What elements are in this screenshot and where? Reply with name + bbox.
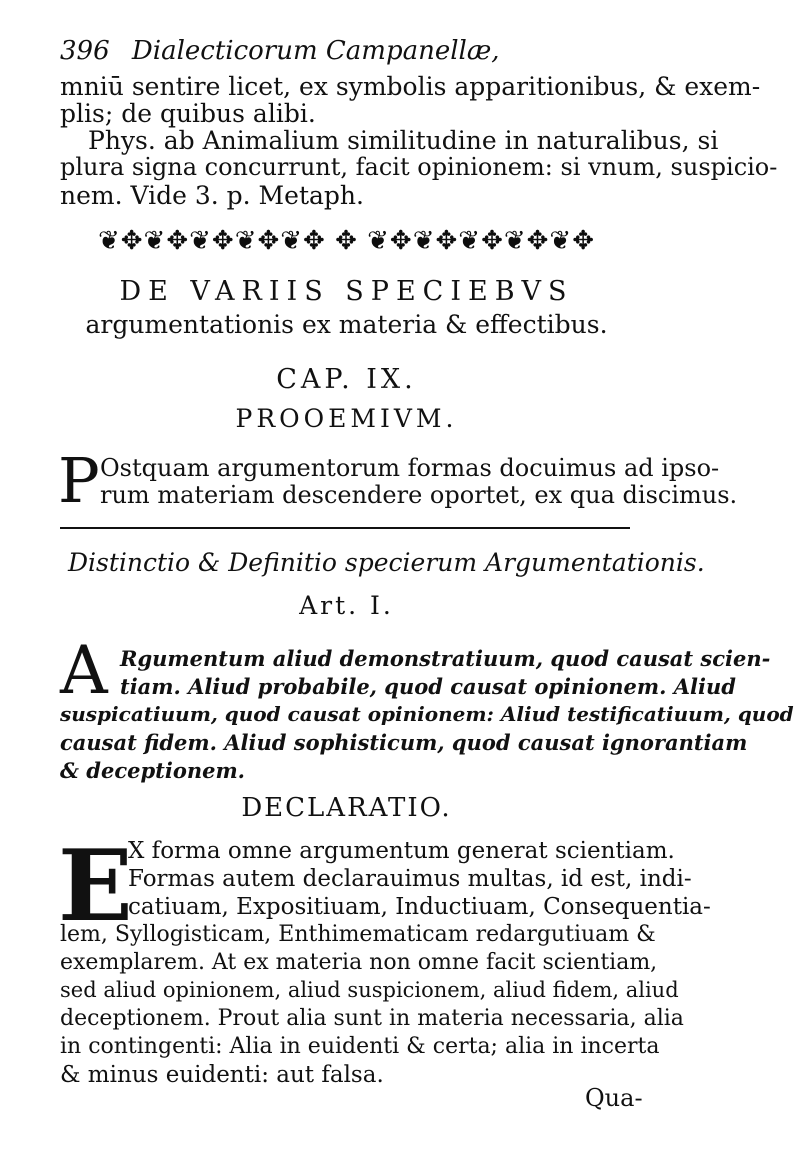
divider-rule bbox=[60, 527, 630, 529]
declaratio-line-5: exemplarem. At ex materia non omne facit scientiam, bbox=[60, 950, 658, 975]
drop-cap-e: E bbox=[58, 829, 133, 944]
page-number: 396 bbox=[60, 36, 110, 66]
declaratio-line-2: Formas autem declarauimus multas, id est, indi- bbox=[128, 866, 692, 892]
running-header bbox=[60, 38, 500, 64]
declaratio-line-7: deceptionem. Prout alia sunt in materia necessaria, alia bbox=[60, 1006, 684, 1031]
running-title: Dialecticorum Campanellæ, bbox=[131, 36, 500, 66]
declaratio-line-6: sed aliud opinionem, aliud suspicionem, aliud fidem, aliud bbox=[60, 978, 679, 1002]
prooemium-heading: PROOEMIVM. bbox=[235, 404, 458, 433]
declaratio-line-4: lem, Syllogisticam, Enthimematicam redargutiuam & bbox=[60, 922, 656, 947]
prooemium-line-1: Ostquam argumentorum formas docuimus ad ipso- bbox=[100, 454, 720, 482]
subsection-title: Distinctio & Definitio specierum Argumentationis. bbox=[68, 548, 705, 577]
article-heading: Art. I. bbox=[299, 591, 394, 620]
intro-line-1: mniū sentire licet, ex symbolis apparitionibus, & exem- bbox=[60, 72, 761, 101]
article-line-2: tiam. Aliud probabile, quod causat opinionem. Aliud bbox=[120, 674, 736, 699]
article-line-3: suspicatiuum, quod causat opinionem: Aliud testificatiuum, quod bbox=[60, 702, 794, 726]
section-title-line-2: argumentationis ex materia & effectibus. bbox=[85, 310, 608, 339]
declaratio-heading: DECLARATIO. bbox=[241, 793, 452, 823]
article-line-1: Rgumentum aliud demonstratiuum, quod causat scien- bbox=[120, 646, 771, 671]
drop-cap-p: P bbox=[58, 444, 100, 517]
intro-line-5: nem. Vide 3. p. Metaph. bbox=[60, 181, 364, 210]
chapter-heading: CAP. IX. bbox=[276, 364, 417, 395]
prooemium-line-2: rum materiam descendere oportet, ex qua discimus. bbox=[100, 481, 738, 509]
intro-line-4: plura signa concurrunt, facit opinionem: si vnum, suspicio- bbox=[60, 153, 778, 181]
declaratio-line-9: & minus euidenti: aut falsa. bbox=[60, 1062, 384, 1088]
catchword: Qua- bbox=[585, 1084, 643, 1112]
drop-cap-a: A bbox=[60, 632, 108, 709]
declaratio-line-3: catiuam, Expositiuam, Inductiuam, Consequentia- bbox=[128, 894, 711, 920]
declaratio-line-8: in contingenti: Alia in euidenti & certa; alia in incerta bbox=[60, 1034, 660, 1059]
declaratio-line-1: X forma omne argumentum generat scientiam. bbox=[128, 838, 675, 864]
ornament-band: ❦✥❦✥❦✥❦✥❦✥ ✥ ❦✥❦✥❦✥❦✥❦✥ bbox=[97, 226, 596, 256]
intro-line-3: Phys. ab Animalium similitudine in naturalibus, si bbox=[88, 126, 719, 155]
section-title-line-1: DE VARIIS SPECIEBVS bbox=[119, 276, 574, 307]
article-line-4: causat fidem. Aliud sophisticum, quod causat ignorantiam bbox=[60, 730, 748, 755]
article-line-5: & deceptionem. bbox=[60, 758, 245, 783]
intro-line-2: plis; de quibus alibi. bbox=[60, 99, 316, 128]
